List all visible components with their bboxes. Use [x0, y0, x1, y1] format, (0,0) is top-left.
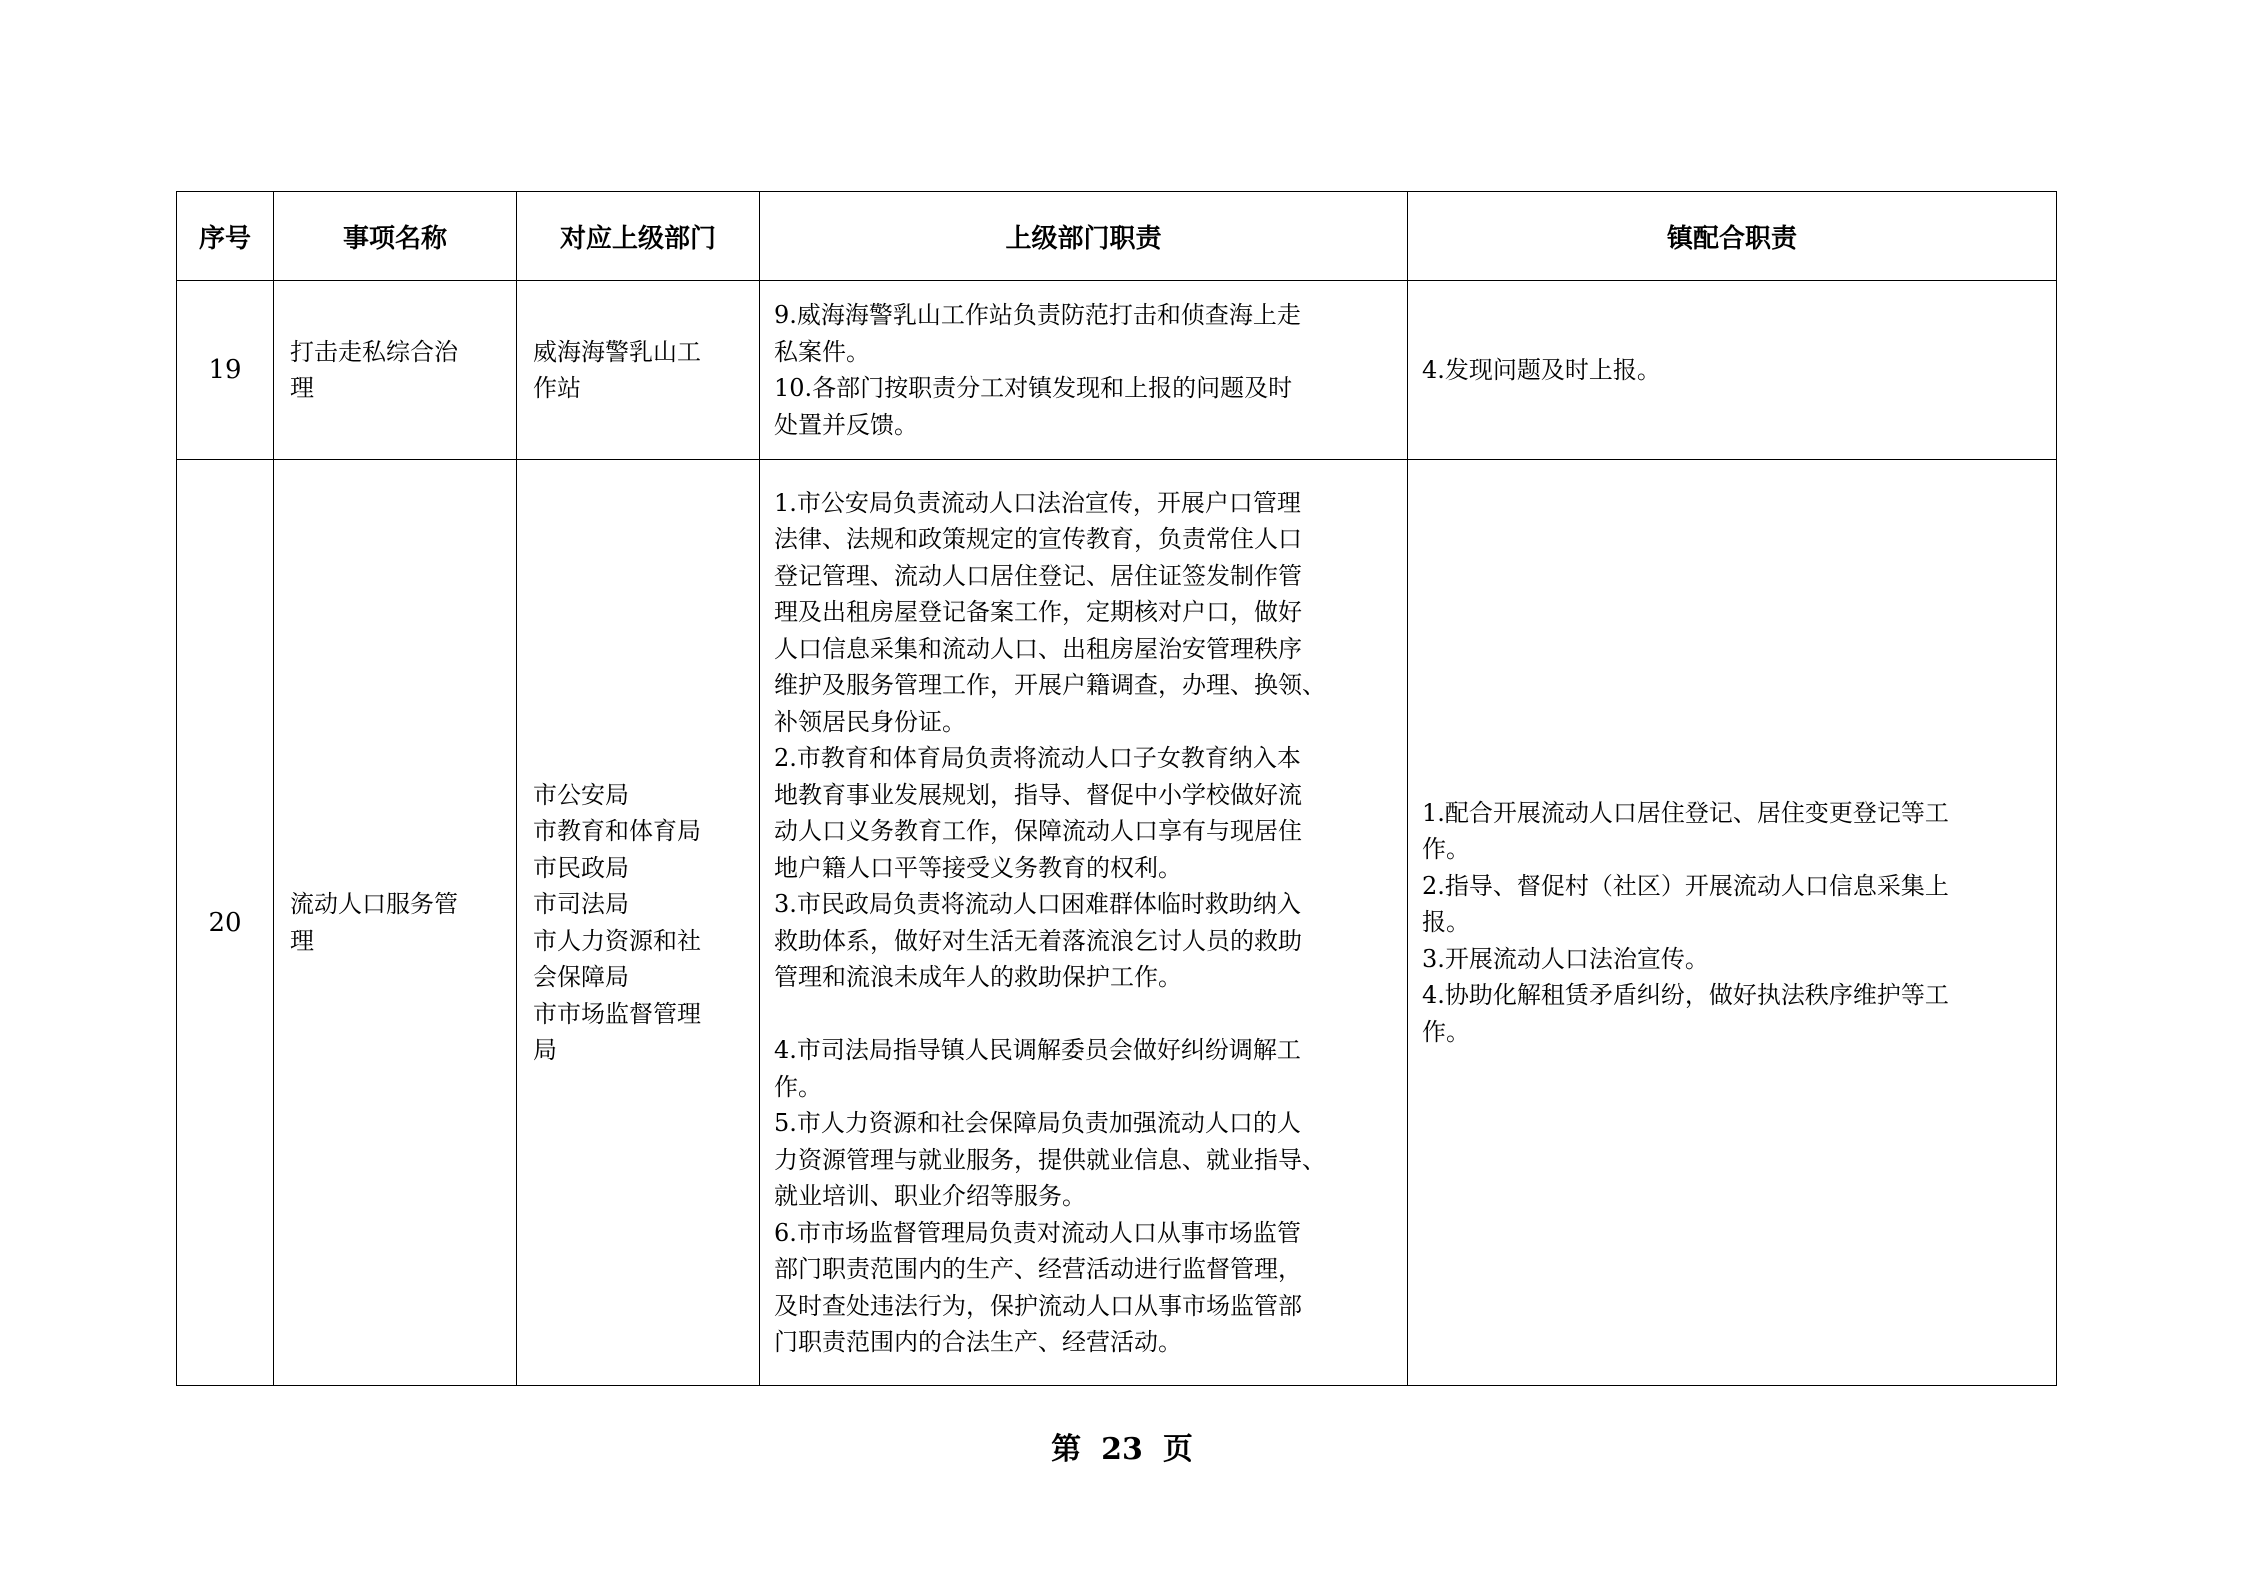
item-name-cell — [274, 460, 517, 1386]
superior-dept-text: 威海海警乳山工 作站 — [533, 337, 701, 402]
superior-duty-text: 1.市公安局负责流动人口法治宣传，开展户口管理 法律、法规和政策规定的宣传教育，负责常住人口 登记管理、流动人口居住登记、居住证签发制作管 理及出租房屋登记备案工作，定期核对户口，做好 人口信息采集和流动人口、出租房屋治安管理秩序 维护及服务管理工作，开展户籍调查，办理、换领、 补领居民身份证。 2.市教育和体育局负责将流动人口子女教育纳入本 地教育事业发展规划，指导、督促中小学校做好流 动人口义务教育工作，保障流动人口享有与现居住 地户籍人口平等接受义务教育的权利。 3.市民政局负责将流动人口困难群体临时救助纳入 救助体系，做好对生活无着落流浪乞讨人员的救助 管理和流浪未成年人的救助保护工作。 4.市司法局指导镇人民调解委员会做好纠纷调解工 作。 5.市人力资源和社会保障局负责加强流动人口的人 力资源管理与就业服务，提供就业信息、就业指导、 就业培训、职业介绍等服务。 6.市市场监督管理局负责对流动人口从事市场监管 部门职责范围内的生产、经营活动进行监督管理， 及时查处违法行为，保护流动人口从事市场监管部 门职责范围内的合法生产、经营活动。 — [774, 488, 1326, 1356]
row-number: 20 — [177, 460, 274, 1386]
page-number: 23 — [1101, 1432, 1143, 1467]
header-town-duty: 镇配合职责 — [1408, 192, 2057, 281]
page-prefix: 第 — [1051, 1432, 1082, 1467]
superior-duty-cell — [760, 281, 1408, 460]
superior-dept-text: 市公安局 市教育和体育局 市民政局 市司法局 市人力资源和社 会保障局 市市场监督管理 局 — [533, 780, 701, 1064]
superior-duty-cell — [760, 460, 1408, 1386]
table-row — [177, 460, 2057, 1386]
town-duty-cell — [1408, 281, 2057, 460]
page-suffix: 页 — [1162, 1432, 1193, 1467]
table-header-row — [177, 192, 2057, 281]
page-footer — [0, 1424, 2244, 1468]
item-name-cell — [274, 281, 517, 460]
header-item-name: 事项名称 — [274, 192, 517, 281]
table-row — [177, 281, 2057, 460]
superior-duty-text: 9.威海海警乳山工作站负责防范打击和侦查海上走 私案件。 10.各部门按职责分工对镇发现和上报的问题及时 处置并反馈。 — [774, 301, 1301, 439]
superior-dept-cell — [517, 460, 760, 1386]
town-duty-text: 1.配合开展流动人口居住登记、居住变更登记等工 作。 2.指导、督促村（社区）开展流动人口信息采集上 报。 3.开展流动人口法治宣传。 4.协助化解租赁矛盾纠纷，做好执法秩序维护等工 作。 — [1422, 798, 1949, 1046]
header-superior-dept: 对应上级部门 — [517, 192, 760, 281]
item-name-text: 流动人口服务管 理 — [290, 890, 458, 955]
responsibility-table — [176, 191, 2057, 1386]
superior-dept-cell — [517, 281, 760, 460]
item-name-text: 打击走私综合治 理 — [290, 337, 458, 402]
row-number: 19 — [177, 281, 274, 460]
header-superior-duty: 上级部门职责 — [760, 192, 1408, 281]
town-duty-text: 4.发现问题及时上报。 — [1422, 355, 1661, 384]
header-seq: 序号 — [177, 192, 274, 281]
town-duty-cell — [1408, 460, 2057, 1386]
